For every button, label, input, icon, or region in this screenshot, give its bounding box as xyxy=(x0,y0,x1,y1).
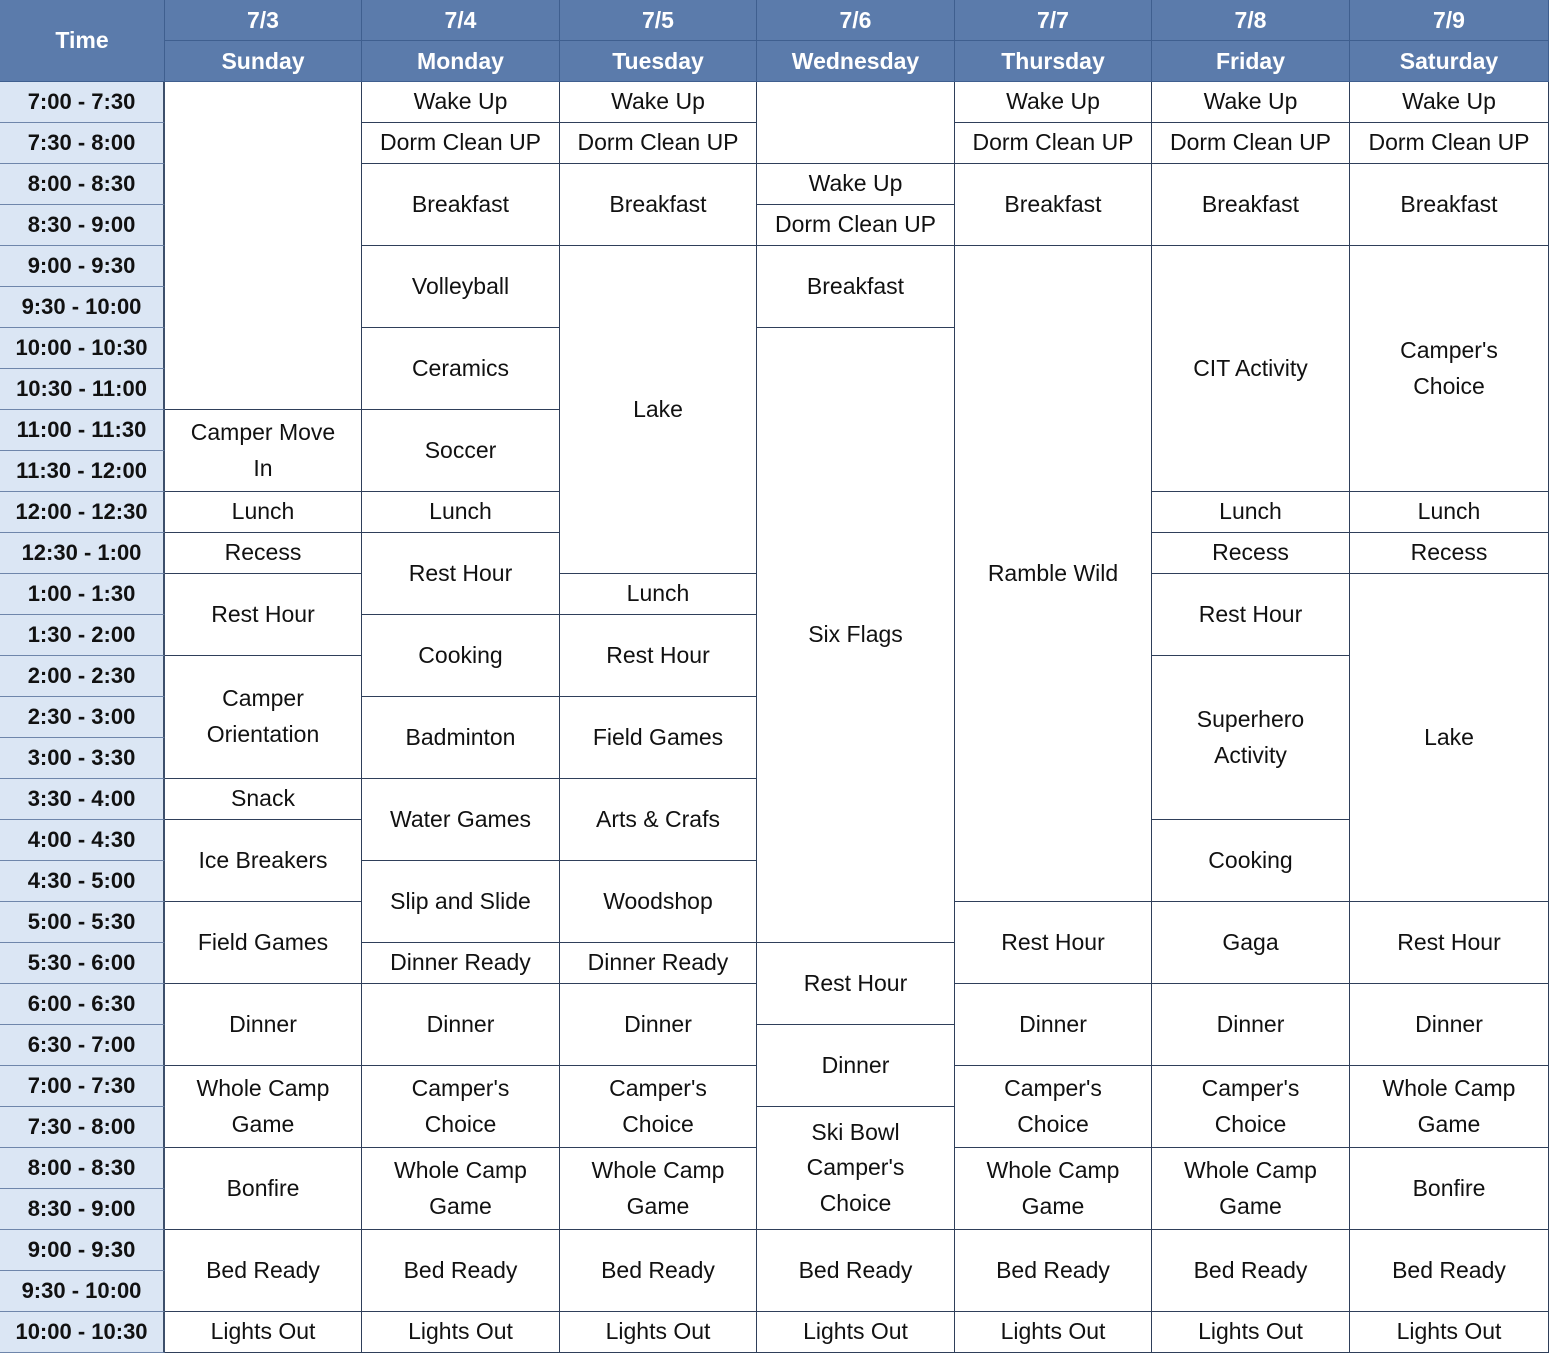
time-slot-label: 2:30 - 3:00 xyxy=(0,697,165,738)
activity-cell: Bed Ready xyxy=(560,1230,757,1312)
activity-cell: Wake Up xyxy=(560,82,757,123)
activity-cell: Lunch xyxy=(165,492,362,533)
activity-cell: Recess xyxy=(1152,533,1350,574)
activity-cell: Lunch xyxy=(362,492,560,533)
day-date-header: 7/9 xyxy=(1350,0,1549,41)
time-slot-label: 12:30 - 1:00 xyxy=(0,533,165,574)
activity-cell: Rest Hour xyxy=(955,902,1152,984)
activity-cell: Rest Hour xyxy=(362,533,560,615)
day-date-header: 7/3 xyxy=(165,0,362,41)
activity-cell: Breakfast xyxy=(560,164,757,246)
time-slot-label: 1:30 - 2:00 xyxy=(0,615,165,656)
day-name-header: Tuesday xyxy=(560,41,757,82)
activity-cell: Rest Hour xyxy=(560,615,757,697)
time-slot-label: 11:30 - 12:00 xyxy=(0,451,165,492)
day-name-header: Thursday xyxy=(955,41,1152,82)
activity-cell: Lunch xyxy=(1350,492,1549,533)
activity-cell: Rest Hour xyxy=(757,943,955,1025)
activity-cell: Ice Breakers xyxy=(165,820,362,902)
activity-cell: Wake Up xyxy=(1152,82,1350,123)
activity-cell: Recess xyxy=(1350,533,1549,574)
activity-cell: Lights Out xyxy=(1350,1312,1549,1353)
activity-cell: Camper Orientation xyxy=(165,656,362,779)
activity-cell: Rest Hour xyxy=(165,574,362,656)
activity-cell: Rest Hour xyxy=(1350,902,1549,984)
activity-cell: Whole Camp Game xyxy=(955,1148,1152,1230)
activity-cell: Lights Out xyxy=(955,1312,1152,1353)
activity-cell: Ceramics xyxy=(362,328,560,410)
activity-cell: Camper's Choice xyxy=(362,1066,560,1148)
time-slot-label: 3:30 - 4:00 xyxy=(0,779,165,820)
activity-cell: Dinner xyxy=(1152,984,1350,1066)
activity-cell: Lights Out xyxy=(560,1312,757,1353)
activity-cell: Wake Up xyxy=(757,164,955,205)
day-date-header: 7/8 xyxy=(1152,0,1350,41)
activity-cell: Bed Ready xyxy=(362,1230,560,1312)
activity-cell: Dorm Clean UP xyxy=(1350,123,1549,164)
activity-cell: Ski Bowl Camper's Choice xyxy=(757,1107,955,1230)
activity-cell: Cooking xyxy=(1152,820,1350,902)
activity-cell: Lunch xyxy=(560,574,757,615)
time-slot-label: 1:00 - 1:30 xyxy=(0,574,165,615)
activity-cell: Bed Ready xyxy=(1152,1230,1350,1312)
time-slot-label: 10:30 - 11:00 xyxy=(0,369,165,410)
activity-cell: Dorm Clean UP xyxy=(757,205,955,246)
activity-cell: Dinner Ready xyxy=(560,943,757,984)
activity-cell: Dinner xyxy=(955,984,1152,1066)
time-slot-label: 7:30 - 8:00 xyxy=(0,1107,165,1148)
time-slot-label: 7:30 - 8:00 xyxy=(0,123,165,164)
activity-cell: Camper's Choice xyxy=(1350,246,1549,492)
activity-cell: Dinner xyxy=(757,1025,955,1107)
activity-cell: Dorm Clean UP xyxy=(362,123,560,164)
time-slot-label: 9:00 - 9:30 xyxy=(0,246,165,287)
time-slot-label: 6:30 - 7:00 xyxy=(0,1025,165,1066)
activity-cell: Dinner Ready xyxy=(362,943,560,984)
activity-cell: Soccer xyxy=(362,410,560,492)
activity-cell: Dorm Clean UP xyxy=(1152,123,1350,164)
activity-cell: Water Games xyxy=(362,779,560,861)
activity-cell: Lights Out xyxy=(757,1312,955,1353)
activity-cell: Breakfast xyxy=(362,164,560,246)
activity-cell: Volleyball xyxy=(362,246,560,328)
activity-cell: Bed Ready xyxy=(165,1230,362,1312)
activity-cell: Bed Ready xyxy=(757,1230,955,1312)
activity-cell: Breakfast xyxy=(757,246,955,328)
activity-cell: Lights Out xyxy=(1152,1312,1350,1353)
activity-cell: Lights Out xyxy=(165,1312,362,1353)
activity-cell: Camper's Choice xyxy=(955,1066,1152,1148)
activity-cell: Field Games xyxy=(165,902,362,984)
time-slot-label: 8:00 - 8:30 xyxy=(0,164,165,205)
time-slot-label: 8:30 - 9:00 xyxy=(0,205,165,246)
activity-cell: Lake xyxy=(560,246,757,574)
time-slot-label: 10:00 - 10:30 xyxy=(0,1312,165,1353)
activity-cell: Bonfire xyxy=(1350,1148,1549,1230)
activity-cell: Whole Camp Game xyxy=(560,1148,757,1230)
empty-cell xyxy=(165,82,362,410)
activity-cell: Whole Camp Game xyxy=(362,1148,560,1230)
activity-cell: Cooking xyxy=(362,615,560,697)
day-date-header: 7/4 xyxy=(362,0,560,41)
activity-cell: Bed Ready xyxy=(955,1230,1152,1312)
activity-cell: Wake Up xyxy=(955,82,1152,123)
activity-cell: Snack xyxy=(165,779,362,820)
activity-cell: Dinner xyxy=(560,984,757,1066)
time-slot-label: 8:30 - 9:00 xyxy=(0,1189,165,1230)
activity-cell: Camper Move In xyxy=(165,410,362,492)
time-slot-label: 6:00 - 6:30 xyxy=(0,984,165,1025)
time-slot-label: 5:30 - 6:00 xyxy=(0,943,165,984)
activity-cell: Bonfire xyxy=(165,1148,362,1230)
activity-cell: Whole Camp Game xyxy=(1152,1148,1350,1230)
activity-cell: Wake Up xyxy=(362,82,560,123)
activity-cell: Six Flags xyxy=(757,328,955,943)
activity-cell: Superhero Activity xyxy=(1152,656,1350,820)
activity-cell: Woodshop xyxy=(560,861,757,943)
activity-cell: Breakfast xyxy=(1152,164,1350,246)
time-slot-label: 8:00 - 8:30 xyxy=(0,1148,165,1189)
activity-cell: Dinner xyxy=(1350,984,1549,1066)
activity-cell: Camper's Choice xyxy=(1152,1066,1350,1148)
activity-cell: Breakfast xyxy=(955,164,1152,246)
time-slot-label: 5:00 - 5:30 xyxy=(0,902,165,943)
activity-cell: Arts & Crafs xyxy=(560,779,757,861)
time-column-header: Time xyxy=(0,0,165,82)
activity-cell: Bed Ready xyxy=(1350,1230,1549,1312)
activity-cell: Dinner xyxy=(362,984,560,1066)
activity-cell: Ramble Wild xyxy=(955,246,1152,902)
activity-cell: Whole Camp Game xyxy=(1350,1066,1549,1148)
time-slot-label: 2:00 - 2:30 xyxy=(0,656,165,697)
day-name-header: Wednesday xyxy=(757,41,955,82)
activity-cell: Wake Up xyxy=(1350,82,1549,123)
activity-cell: Dorm Clean UP xyxy=(560,123,757,164)
activity-cell: Badminton xyxy=(362,697,560,779)
time-slot-label: 10:00 - 10:30 xyxy=(0,328,165,369)
time-slot-label: 7:00 - 7:30 xyxy=(0,82,165,123)
activity-cell: Field Games xyxy=(560,697,757,779)
time-slot-label: 9:00 - 9:30 xyxy=(0,1230,165,1271)
time-slot-label: 4:00 - 4:30 xyxy=(0,820,165,861)
activity-cell: Dinner xyxy=(165,984,362,1066)
activity-cell: Whole Camp Game xyxy=(165,1066,362,1148)
time-slot-label: 4:30 - 5:00 xyxy=(0,861,165,902)
day-name-header: Friday xyxy=(1152,41,1350,82)
activity-cell: Breakfast xyxy=(1350,164,1549,246)
day-name-header: Saturday xyxy=(1350,41,1549,82)
time-slot-label: 9:30 - 10:00 xyxy=(0,1271,165,1312)
time-slot-label: 12:00 - 12:30 xyxy=(0,492,165,533)
day-name-header: Sunday xyxy=(165,41,362,82)
activity-cell: Lights Out xyxy=(362,1312,560,1353)
time-slot-label: 9:30 - 10:00 xyxy=(0,287,165,328)
time-slot-label: 7:00 - 7:30 xyxy=(0,1066,165,1107)
time-slot-label: 3:00 - 3:30 xyxy=(0,738,165,779)
day-name-header: Monday xyxy=(362,41,560,82)
activity-cell: Lake xyxy=(1350,574,1549,902)
activity-cell: Rest Hour xyxy=(1152,574,1350,656)
day-date-header: 7/5 xyxy=(560,0,757,41)
activity-cell: Slip and Slide xyxy=(362,861,560,943)
activity-cell: Dorm Clean UP xyxy=(955,123,1152,164)
day-date-header: 7/6 xyxy=(757,0,955,41)
activity-cell: Camper's Choice xyxy=(560,1066,757,1148)
activity-cell: Lunch xyxy=(1152,492,1350,533)
activity-cell: CIT Activity xyxy=(1152,246,1350,492)
empty-cell xyxy=(757,82,955,164)
day-date-header: 7/7 xyxy=(955,0,1152,41)
time-slot-label: 11:00 - 11:30 xyxy=(0,410,165,451)
activity-cell: Recess xyxy=(165,533,362,574)
activity-cell: Gaga xyxy=(1152,902,1350,984)
